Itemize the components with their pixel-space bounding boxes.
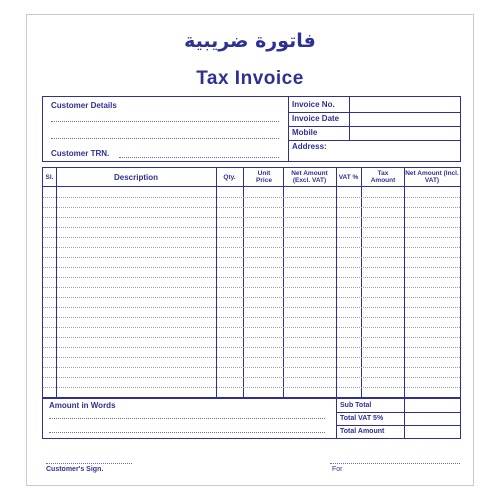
customer-sign-label: Customer's Sign. <box>46 466 104 473</box>
table-row-line <box>43 377 460 378</box>
table-row-line <box>43 277 460 278</box>
invoice-no-label: Invoice No. <box>292 100 335 109</box>
customer-details-line-2[interactable] <box>51 138 279 139</box>
table-row-line <box>43 347 460 348</box>
table-row-line <box>43 267 460 268</box>
table-row-line <box>43 247 460 248</box>
table-row-line <box>43 217 460 218</box>
amount-in-words-line-1[interactable] <box>49 418 325 419</box>
table-row-line <box>43 257 460 258</box>
table-row-line <box>43 227 460 228</box>
table-row-line <box>43 297 460 298</box>
col-net-excl: Net Amount (Excl. VAT) <box>291 170 328 184</box>
col-unit-price: Unit Price <box>256 170 272 184</box>
for-sign-line[interactable] <box>330 463 460 464</box>
customer-sign-line[interactable] <box>46 463 132 464</box>
customer-trn-line[interactable] <box>119 157 279 158</box>
table-row-line <box>43 337 460 338</box>
customer-details-line-1[interactable] <box>51 121 279 122</box>
amount-in-words-line-2[interactable] <box>49 432 325 433</box>
total-vat-label: Total VAT 5% <box>340 415 384 422</box>
table-row-line <box>43 357 460 358</box>
col-tax-amount: Tax Amount <box>370 170 396 184</box>
table-row-line <box>43 287 460 288</box>
table-row-line <box>43 197 460 198</box>
col-vat-pct: VAT % <box>338 173 359 181</box>
total-amount-label: Total Amount <box>340 428 385 435</box>
mobile-label: Mobile <box>292 128 318 137</box>
invoice-date-label: Invoice Date <box>292 114 340 123</box>
table-row-line <box>43 367 460 368</box>
english-title: Tax Invoice <box>196 68 304 89</box>
col-description: Description <box>113 172 158 182</box>
amount-in-words-label: Amount in Words <box>49 401 116 410</box>
col-net-incl: Net Amount (Incl. VAT) <box>405 170 459 184</box>
summary-box <box>42 398 461 439</box>
customer-details-label: Customer Details <box>51 101 117 110</box>
table-row-line <box>43 327 460 328</box>
customer-info-box <box>42 96 461 162</box>
customer-trn-label: Customer TRN. <box>51 149 110 158</box>
col-qty: Qty. <box>223 173 236 181</box>
arabic-title: فاتورة ضريبية <box>184 30 316 52</box>
table-row-line <box>43 237 460 238</box>
for-label: For <box>332 466 343 473</box>
sub-total-label: Sub Total <box>340 402 372 409</box>
table-row-line <box>43 207 460 208</box>
address-label: Address: <box>292 142 327 151</box>
items-table <box>42 167 461 398</box>
table-row-line <box>43 307 460 308</box>
col-sl: Sl. <box>45 173 54 181</box>
table-row-line <box>43 317 460 318</box>
table-row-line <box>43 387 460 388</box>
